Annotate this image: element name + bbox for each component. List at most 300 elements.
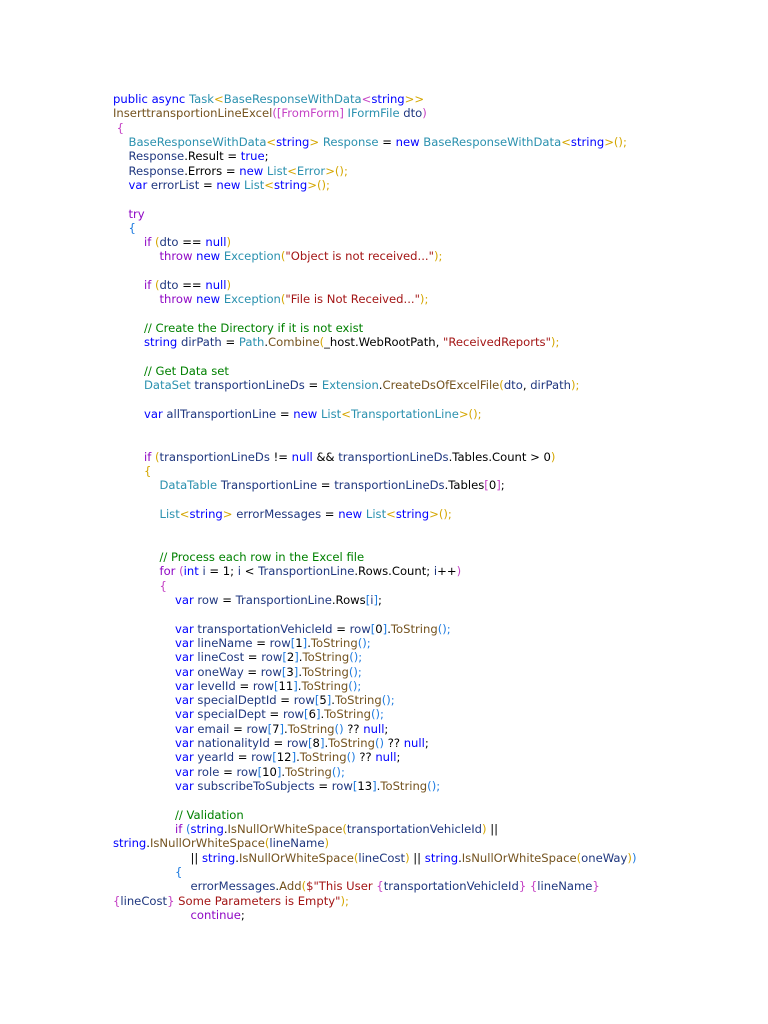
code-token: ]: [326, 693, 332, 708]
code-line: [113, 278, 763, 292]
code-token: .: [275, 879, 280, 894]
code-line: [113, 765, 763, 779]
code-token: [: [282, 650, 287, 665]
code-token: specialDept: [197, 707, 266, 722]
code-token: .: [281, 764, 286, 779]
code-token: row: [236, 764, 258, 779]
code-token: <: [179, 507, 190, 522]
code-token: i: [237, 564, 242, 579]
code-token: levelId: [197, 678, 236, 693]
code-token: $"This User: [306, 879, 377, 894]
code-token: ]: [291, 750, 297, 765]
code-token: .: [264, 335, 269, 350]
code-token: 11: [278, 678, 294, 693]
code-token: ): [627, 850, 632, 865]
code-token: ): [482, 821, 487, 836]
code-token: .: [307, 635, 311, 650]
code-token: =: [314, 779, 332, 793]
code-token: InserttransportionLineExcel: [113, 106, 273, 121]
code-token: transportationVehicleId: [383, 879, 519, 894]
code-token: >();: [325, 163, 348, 178]
code-token: subscribeToSubjects: [197, 779, 315, 793]
code-token: .: [387, 621, 391, 636]
code-token: }: [167, 893, 175, 908]
code-token: .Tables.Count > 0: [448, 449, 551, 464]
code-token: row: [246, 721, 268, 736]
code-token: dirPath: [180, 335, 222, 350]
code-token: row: [286, 736, 309, 751]
code-line: [113, 335, 763, 349]
code-token: <: [241, 564, 259, 579]
code-token: =: [229, 721, 247, 736]
code-token: new: [196, 249, 224, 264]
code-token: transportionLineDs: [338, 449, 449, 464]
code-line: [113, 593, 763, 607]
code-token: Response: [322, 134, 379, 149]
code-token: lineName: [197, 635, 253, 650]
code-token: .Rows: [331, 592, 366, 607]
code-line: [113, 493, 763, 507]
code-token: IsNullOrWhiteSpace: [461, 850, 577, 865]
code-token: .: [296, 750, 300, 765]
code-token: .: [331, 693, 335, 708]
code-token: ]: [302, 635, 308, 650]
code-line: [113, 364, 763, 378]
code-token: =: [276, 406, 294, 421]
code-token: ): [324, 836, 330, 851]
code-token: [: [257, 764, 263, 779]
code-line: [113, 779, 763, 793]
code-token: lineCost: [358, 850, 406, 865]
code-token: new: [216, 177, 245, 192]
code-token: =: [252, 635, 270, 650]
code-token: var: [175, 650, 198, 665]
code-line: [113, 908, 763, 922]
code-token: ]: [293, 678, 298, 693]
code-token: ToString: [302, 664, 349, 679]
code-token: [: [484, 478, 489, 493]
code-token: ToString: [310, 635, 358, 650]
code-token: (: [280, 249, 286, 264]
code-token: var: [175, 764, 198, 779]
code-token: int: [183, 564, 203, 579]
code-token: =: [378, 134, 396, 149]
code-token: ): [456, 564, 462, 579]
code-token: new: [338, 507, 366, 522]
code-token: null: [205, 235, 227, 250]
code-token: ++: [437, 564, 457, 579]
code-line: [113, 407, 763, 421]
code-token: IsNullOrWhiteSpace: [238, 850, 354, 865]
code-token: List: [320, 406, 342, 421]
code-token: string: [113, 836, 147, 851]
code-line: [113, 292, 763, 306]
code-token: 3: [286, 664, 294, 679]
code-token: >();: [429, 507, 452, 522]
code-token: [: [352, 779, 358, 793]
code-token: null: [363, 721, 385, 736]
code-token: new: [239, 163, 267, 178]
code-token: Error: [296, 163, 326, 178]
code-token: oneWay: [581, 850, 628, 865]
code-token: ]: [315, 707, 321, 722]
code-token: ): [550, 449, 556, 464]
code-token: try: [128, 206, 145, 221]
code-token: var: [175, 707, 198, 722]
code-token: ]: [294, 650, 299, 665]
code-line: [113, 750, 763, 764]
code-token: 7: [272, 721, 280, 736]
code-token: BaseResponseWithData: [423, 134, 562, 149]
code-token: {: [128, 220, 136, 235]
code-token: ([FromForm]: [272, 106, 348, 121]
code-token: .: [324, 736, 329, 751]
code-token: i: [202, 564, 206, 579]
code-line: [113, 221, 763, 235]
code-token: ]: [279, 721, 285, 736]
code-token: var: [175, 750, 198, 765]
code-token: );: [433, 249, 443, 264]
code-token: .: [146, 836, 150, 851]
code-token: (: [301, 879, 307, 894]
code-token: ??: [343, 721, 364, 736]
code-token: // Process each row in the Excel file: [159, 550, 365, 564]
code-line: [113, 192, 763, 206]
code-token: .: [223, 821, 228, 836]
code-line: [113, 249, 763, 263]
code-token: string: [276, 134, 310, 149]
code-token: TransportionLine: [258, 564, 355, 579]
code-line: [113, 178, 763, 192]
code-token: TransportationLine: [350, 406, 459, 421]
code-token: Extension: [321, 378, 379, 393]
code-token: var: [175, 678, 198, 693]
code-token: <: [214, 92, 224, 106]
code-token: =: [219, 764, 237, 779]
code-token: transportationVehicleId: [197, 621, 333, 636]
code-token: }: [518, 879, 527, 894]
code-token: ==: [178, 278, 206, 293]
code-token: ||: [409, 850, 425, 865]
code-token: [: [304, 707, 309, 722]
code-token: ();: [357, 635, 371, 650]
code-token: null: [403, 736, 425, 751]
code-token: lineCost: [197, 650, 245, 665]
code-token: transportionLineDs: [334, 478, 445, 493]
code-token: var: [175, 779, 198, 793]
code-token: string: [570, 134, 605, 149]
code-line: [113, 135, 763, 149]
code-token: var: [175, 721, 198, 736]
code-token: [: [290, 635, 296, 650]
code-token: true: [240, 149, 265, 164]
code-token: [: [314, 693, 320, 708]
code-token: .: [376, 779, 381, 793]
code-token: lineName: [269, 836, 325, 851]
code-token: {: [376, 879, 384, 894]
code-token: new: [395, 134, 424, 149]
code-token: >();: [458, 406, 482, 421]
code-line: [113, 707, 763, 721]
code-token: row: [261, 650, 283, 665]
code-token: oneWay: [197, 664, 244, 679]
code-line: [113, 121, 763, 135]
code-token: <: [287, 163, 297, 178]
code-token: =: [276, 693, 294, 708]
code-token: >: [222, 507, 237, 522]
code-token: 2: [286, 650, 295, 665]
code-token: Path: [238, 335, 265, 350]
code-token: }: [592, 879, 600, 894]
code-token: =: [304, 378, 322, 393]
code-token: ;: [384, 721, 389, 736]
code-token: [: [370, 621, 376, 636]
code-line: [113, 836, 763, 850]
code-line: [113, 421, 763, 435]
code-line: [113, 679, 763, 693]
code-token: row: [282, 707, 305, 722]
code-token: {: [113, 893, 121, 908]
code-token: lineName: [537, 879, 593, 894]
code-token: var: [175, 592, 198, 607]
code-line: [113, 321, 763, 335]
code-token: ();: [348, 664, 362, 679]
code-token: ();: [427, 779, 441, 793]
code-line: [113, 793, 763, 807]
code-token: i: [370, 592, 374, 607]
code-token: ();: [381, 693, 395, 708]
code-token: !=: [269, 449, 292, 464]
code-token: errorMessages: [236, 507, 322, 522]
code-token: ;: [424, 736, 429, 751]
code-token: public async: [113, 92, 189, 106]
code-token: (: [499, 378, 504, 393]
code-token: // Get Data set: [144, 363, 229, 378]
code-token: {: [175, 864, 183, 879]
code-token: {: [144, 464, 152, 479]
code-token: new: [293, 406, 321, 421]
code-token: var: [175, 635, 198, 650]
code-token: specialDeptId: [197, 693, 277, 708]
code-token: [: [281, 664, 287, 679]
code-token: "File is Not Received...": [285, 292, 420, 307]
code-token: ): [405, 850, 410, 865]
code-line: [113, 450, 763, 464]
code-token: string: [424, 850, 459, 865]
code-line: [113, 264, 763, 278]
code-token: ]: [276, 764, 282, 779]
code-token: 1: [295, 635, 303, 650]
code-token: =: [321, 507, 339, 522]
code-token: ToString: [334, 693, 382, 708]
code-token: if: [175, 821, 186, 836]
code-token: 0: [488, 478, 497, 493]
code-token: .: [297, 678, 302, 693]
code-line: [113, 822, 763, 836]
code-token: List: [365, 507, 387, 522]
code-token: 6: [308, 707, 316, 722]
code-token: ]: [496, 478, 501, 493]
code-token: IFormFile: [347, 106, 400, 121]
code-token: ToString: [328, 736, 375, 751]
code-line: [113, 607, 763, 621]
code-token: (): [334, 721, 344, 736]
code-token: <: [361, 92, 372, 106]
code-token: var: [175, 693, 198, 708]
code-token: "ReceivedReports": [443, 335, 551, 350]
code-token: ??: [355, 750, 376, 765]
code-token: DataSet: [144, 378, 195, 393]
code-token: 12: [276, 750, 292, 765]
code-token: .: [284, 721, 288, 736]
code-token: =: [317, 478, 335, 493]
code-token: &&: [312, 449, 339, 464]
code-line: [113, 579, 763, 593]
code-token: = 1;: [205, 564, 238, 579]
code-token: .: [298, 664, 303, 679]
code-token: =: [199, 177, 217, 192]
code-token: (: [155, 235, 160, 250]
code-token: ();: [437, 621, 451, 636]
code-token: Some Parameters is Empty": [174, 893, 341, 908]
code-token: row: [331, 779, 353, 793]
code-line: [113, 665, 763, 679]
code-token: string: [190, 821, 224, 836]
code-token: (): [346, 750, 356, 765]
code-token: ToString: [287, 721, 335, 736]
code-token: =: [269, 736, 287, 751]
code-token: (: [155, 449, 160, 464]
code-token: allTransportionLine: [166, 406, 277, 421]
code-token: null: [375, 750, 397, 765]
code-token: if: [144, 278, 155, 293]
code-token: string: [371, 92, 405, 106]
code-token: ,: [522, 378, 531, 393]
code-token: ]: [373, 592, 378, 607]
code-line: [113, 207, 763, 221]
code-token: transportationVehicleId: [346, 821, 483, 836]
code-token: ): [422, 106, 427, 121]
code-token: row: [197, 592, 219, 607]
code-token: ]: [382, 621, 388, 636]
code-line: [113, 722, 763, 736]
code-token: =: [218, 592, 236, 607]
code-token: ]: [319, 736, 325, 751]
code-line: [113, 736, 763, 750]
code-token: ;: [500, 478, 505, 493]
code-token: [: [272, 750, 277, 765]
code-line: [113, 92, 763, 106]
code-token: "Object is not received...": [285, 249, 434, 264]
code-token: {: [159, 578, 167, 593]
code-line: [113, 521, 763, 535]
code-token: ();: [348, 678, 362, 693]
code-token: null: [205, 278, 227, 293]
code-token: =: [244, 650, 262, 665]
code-token: (: [319, 335, 325, 350]
code-token: errorList: [150, 177, 200, 192]
code-token: ;: [377, 592, 382, 607]
code-token: DataTable: [159, 478, 221, 493]
code-token: .: [298, 650, 303, 665]
code-line: [113, 879, 763, 893]
code-token: <: [561, 134, 571, 149]
code-token: string: [274, 177, 308, 192]
code-token: ToString: [301, 678, 349, 693]
code-token: dirPath: [530, 378, 572, 393]
code-line: [113, 808, 763, 822]
code-token: ToString: [302, 650, 350, 665]
code-token: ||: [190, 850, 202, 865]
code-token: ToString: [324, 707, 371, 722]
code-token: lineCost: [120, 893, 168, 908]
code-token: <: [264, 177, 275, 192]
code-token: <: [266, 134, 277, 149]
code-line: [113, 865, 763, 879]
code-line: [113, 894, 763, 908]
code-line: [113, 350, 763, 364]
code-token: List: [244, 177, 265, 192]
code-line: [113, 378, 763, 392]
code-token: .: [378, 378, 383, 393]
code-token: nationalityId: [197, 736, 270, 751]
code-token: (): [374, 736, 385, 751]
code-token: <: [386, 507, 396, 522]
code-token: [: [365, 592, 371, 607]
code-line: [113, 693, 763, 707]
code-token: string: [202, 850, 236, 865]
code-token: ();: [370, 707, 384, 722]
code-token: 13: [357, 779, 373, 793]
code-token: ]: [372, 779, 377, 793]
code-token: ToString: [285, 764, 332, 779]
code-token: string: [189, 507, 223, 522]
code-token: {: [113, 120, 125, 135]
code-line: [113, 622, 763, 636]
code-token: var: [175, 736, 198, 751]
code-token: transportionLineDs: [159, 449, 270, 464]
code-token: row: [260, 664, 282, 679]
code-token: ;: [396, 750, 401, 765]
code-token: =: [221, 335, 239, 350]
code-line: [113, 164, 763, 178]
code-token: List: [159, 507, 180, 522]
code-token: {: [529, 879, 538, 894]
code-token: (: [576, 850, 582, 865]
code-token: List: [266, 163, 288, 178]
code-token: TransportionLine: [220, 478, 318, 493]
code-token: ToString: [380, 779, 428, 793]
code-token: dto: [159, 278, 179, 293]
code-token: role: [197, 764, 220, 779]
code-token: =: [243, 664, 261, 679]
code-token: transportionLineDs: [194, 378, 305, 393]
code-token: email: [197, 721, 230, 736]
code-line: [113, 550, 763, 564]
code-token: throw: [159, 249, 197, 264]
code-token: >();: [604, 134, 627, 149]
code-token: null: [291, 449, 313, 464]
code-token: .: [235, 850, 239, 865]
code-token: dto: [159, 235, 179, 250]
code-token: IsNullOrWhiteSpace: [149, 836, 265, 851]
code-token: ??: [384, 736, 404, 751]
code-token: (: [353, 850, 359, 865]
code-token: Add: [279, 879, 302, 894]
code-token: var: [144, 406, 167, 421]
code-token: continue: [190, 907, 241, 922]
code-token: ;: [264, 149, 269, 164]
